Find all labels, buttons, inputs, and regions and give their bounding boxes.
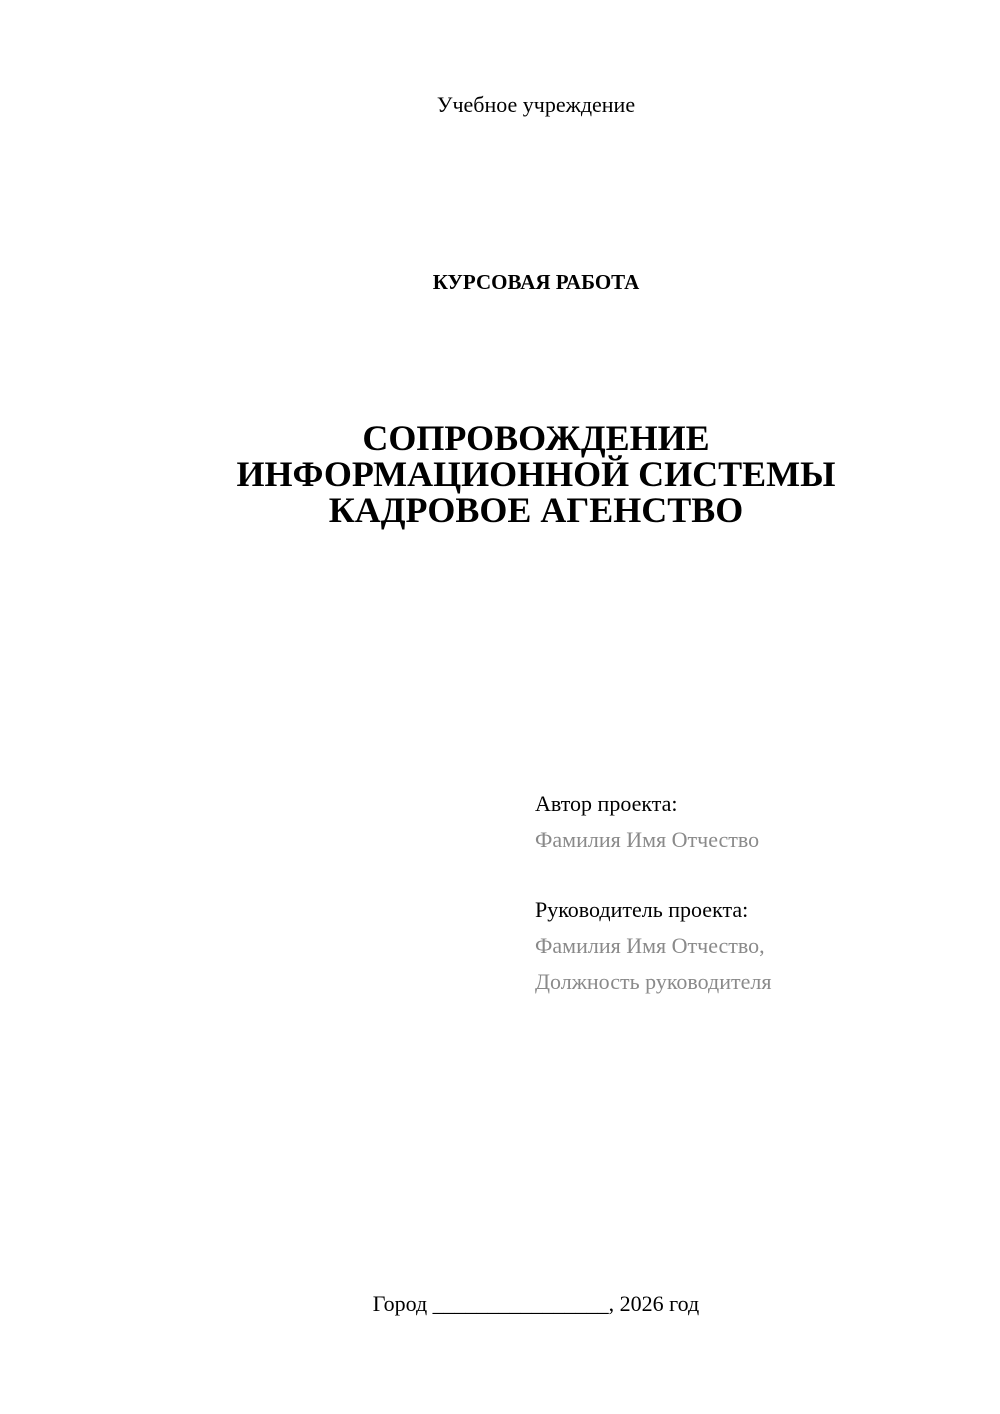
institution-name: Учебное учреждение bbox=[436, 92, 636, 117]
title-line-2: ИНФОРМАЦИОННОЙ СИСТЕМЫ bbox=[236, 454, 836, 494]
author-name-placeholder: Фамилия Имя Отчество bbox=[535, 827, 760, 852]
work-type-heading: КУРСОВАЯ РАБОТА bbox=[432, 270, 640, 294]
title-line-3: КАДРОВОЕ АГЕНСТВО bbox=[328, 490, 744, 530]
supervisor-section bbox=[535, 892, 975, 1000]
supervisor-position-placeholder: Должность руководителя bbox=[535, 969, 772, 994]
title-line-1: СОПРОВОЖДЕНИЕ bbox=[362, 418, 710, 458]
author-label: Автор проекта: bbox=[535, 791, 678, 816]
supervisor-name-placeholder: Фамилия Имя Отчество, bbox=[535, 933, 765, 958]
project-title bbox=[0, 420, 1000, 528]
author-section bbox=[535, 786, 975, 858]
city-year-footer: Город ________________, 2026 год bbox=[372, 1291, 700, 1316]
supervisor-label: Руководитель проекта: bbox=[535, 897, 749, 922]
people-block bbox=[535, 786, 975, 1000]
